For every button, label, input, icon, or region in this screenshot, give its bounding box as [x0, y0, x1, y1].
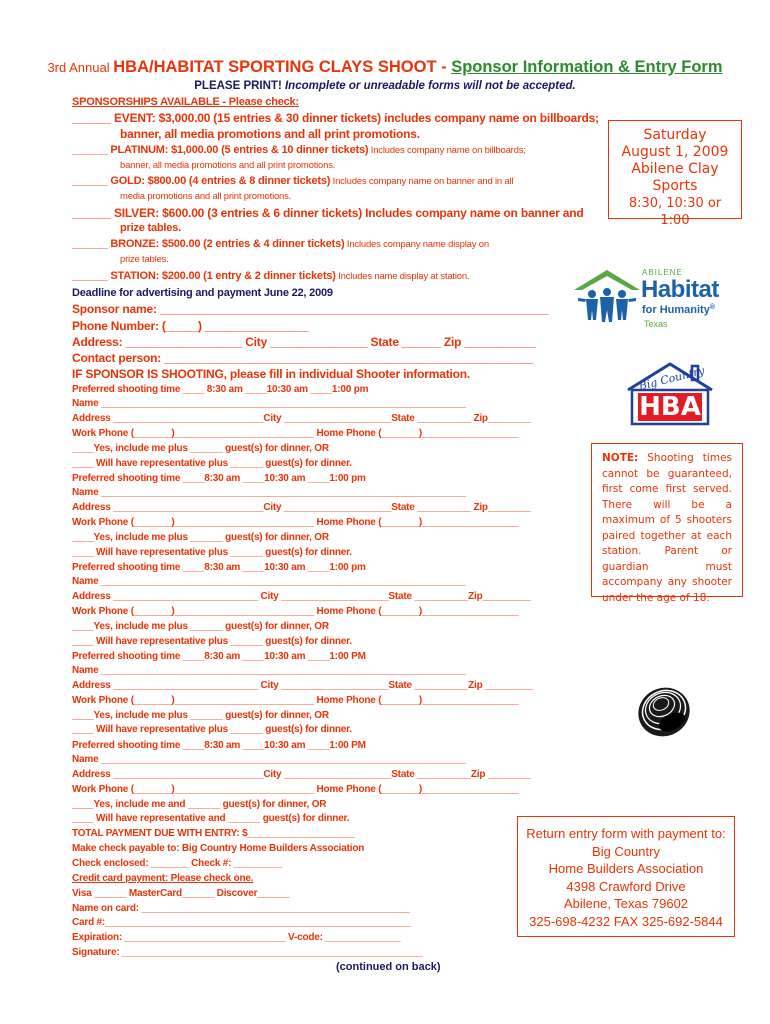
silver-level-line1[interactable]: ______ SILVER: $600.00 (3 entries & 6 dinner tickets) Includes company name on banner and [72, 206, 584, 220]
note-text: Shooting times cannot be guaranteed, first come first served. There will be a maximum of 5 shooters paired together at each station. Parent or guardian must accompany any shooter under the age of 18. [602, 452, 732, 604]
credit-card-heading: Credit card payment: Please check one. [72, 873, 254, 884]
shooter-1-dinner[interactable]: ____Yes, include me plus ______ guest(s) for dinner, OR [72, 443, 329, 454]
platinum-level-extra: Includes company name on billboards; [368, 145, 526, 156]
shooter-3-dinner[interactable]: ____Yes, include me plus ______ guest(s) for dinner, OR [72, 621, 329, 632]
habitat-wordmark: Habitat [641, 276, 719, 303]
shooting-heading: IF SPONSOR IS SHOOTING, please fill in individual Shooter information. [72, 367, 471, 381]
shooter-5-phone[interactable]: Work Phone (_______)__________________________ Home Phone (_______)__________________ [72, 784, 519, 795]
bronze-level-line1[interactable] [72, 238, 489, 250]
sponsor-name-field[interactable]: Sponsor name: ____________________________________________________________ [72, 302, 549, 316]
name-on-card-field[interactable]: Name on card: __________________________________________________ [72, 903, 410, 914]
hba-letters: HBA [639, 392, 701, 422]
shooter-1-time[interactable]: Preferred shooting time ____ 8:30 am ____10:30 am ____1:00 pm [72, 384, 369, 395]
title-prefix: 3rd Annual [47, 60, 114, 75]
shooter-3-address[interactable]: Address ___________________________ City ____________________State __________Zip_________ [72, 591, 531, 602]
total-payment-field[interactable]: TOTAL PAYMENT DUE WITH ENTRY: $____________________ [72, 828, 355, 839]
shooter-4-name[interactable]: Name ____________________________________________________________________ [72, 665, 466, 676]
return-line-2: Big Country [592, 843, 660, 859]
shooter-3-phone[interactable]: Work Phone (_______)__________________________ Home Phone (_______)__________________ [72, 606, 519, 617]
shooter-4-time[interactable]: Preferred shooting time ____8:30 am ____10:30 am ____1:00 PM [72, 651, 366, 662]
clay-pigeon-icon [634, 680, 694, 740]
return-line-6: 325-698-4232 FAX 325-692-5844 [529, 913, 723, 929]
shooter-1-name[interactable]: Name ____________________________________________________________________ [72, 398, 466, 409]
station-level-main: ______ STATION: $200.00 (1 entry & 2 dinner tickets) [72, 270, 336, 282]
gold-level-line2: media promotions and all print promotions. [120, 191, 292, 202]
shooter-4-representative[interactable]: ____ Will have representative plus ______ guest(s) for dinner. [72, 724, 352, 735]
card-type-options[interactable]: Visa ______ MasterCard______ Discover______ [72, 888, 290, 899]
habitat-abilene: ABILENE [642, 268, 683, 277]
hba-logo [624, 360, 716, 426]
print-note: Incomplete or unreadable forms will not be accepted. [281, 80, 576, 92]
event-level-line2: banner, all media promotions and all print promotions. [120, 127, 420, 141]
date-times-2: 1:00 [660, 213, 690, 228]
return-line-5: Abilene, Texas 79602 [563, 896, 689, 911]
platinum-level-main: ______ PLATINUM: $1,000.00 (5 entries & 10 dinner tickets) [72, 144, 369, 156]
silver-level-line2: prize tables. [120, 222, 181, 234]
note-label: NOTE: [602, 452, 639, 464]
date-day: Saturday [643, 127, 707, 143]
deadline-text: Deadline for advertising and payment June 22, 2009 [72, 287, 333, 299]
signature-field[interactable]: Signature: ________________________________________________________ [72, 947, 423, 958]
card-number-field[interactable]: Card #:_________________________________________________________ [72, 917, 411, 928]
print-bold: PLEASE PRINT! [194, 80, 282, 92]
date-venue: Abilene Clay [631, 161, 719, 177]
sponsorships-heading: SPONSORSHIPS AVAILABLE - Please check: [72, 96, 299, 108]
shooter-1-representative[interactable]: ____ Will have representative plus ______ guest(s) for dinner. [72, 458, 352, 469]
return-line-4: 4398 Crawford Drive [566, 878, 686, 894]
habitat-house-icon [572, 268, 642, 330]
station-level-line1[interactable] [72, 270, 469, 282]
return-line-3: Home Builders Association [548, 861, 704, 876]
hba-script: Big Country [637, 364, 706, 393]
bronze-level-line2: prize tables. [120, 254, 169, 265]
note-box [591, 443, 743, 604]
gold-level-line1[interactable] [72, 175, 513, 187]
shooter-4-phone[interactable]: Work Phone (_______)__________________________ Home Phone (_______)__________________ [72, 695, 519, 706]
title-subtitle: Sponsor Information & Entry Form [451, 58, 723, 76]
shooter-2-dinner[interactable]: ____Yes, include me plus ______ guest(s) for dinner, OR [72, 532, 329, 543]
platinum-level-line2: banner, all media promotions and all print promotions. [120, 160, 336, 171]
check-enclosed-field[interactable]: Check enclosed: _______ Check #: _________ [72, 858, 283, 869]
title-main: HBA/HABITAT SPORTING CLAYS SHOOT - [113, 58, 452, 76]
shooter-1-address[interactable]: Address ____________________________City ____________________State __________ Zip________ [72, 413, 531, 424]
shooter-5-time[interactable]: Preferred shooting time ____8:30 am ____10:30 am ____1:00 PM [72, 740, 366, 751]
shooter-3-name[interactable]: Name ____________________________________________________________________ [72, 576, 466, 587]
bronze-level-main: ______ BRONZE: $500.00 (2 entries & 4 dinner tickets) [72, 238, 345, 250]
platinum-level-line1[interactable] [72, 144, 526, 156]
print-instruction [0, 80, 770, 92]
shooter-2-address[interactable]: Address ____________________________City ____________________State __________ Zip________ [72, 502, 531, 513]
return-line-1: Return entry form with payment to: [526, 826, 726, 841]
habitat-for-humanity: for Humanity [642, 304, 710, 316]
shooter-2-time[interactable]: Preferred shooting time ____8:30 am ____10:30 am ____1:00 pm [72, 473, 366, 484]
form-title [0, 58, 770, 77]
shooter-5-representative[interactable]: ____ Will have representative and ______ guest(s) for dinner. [72, 813, 350, 824]
shooter-3-representative[interactable]: ____ Will have representative plus ______ guest(s) for dinner. [72, 636, 352, 647]
date-times: 8:30, 10:30 or [628, 196, 722, 211]
event-level-line1[interactable]: ______ EVENT: $3,000.00 (15 entries & 30 dinner tickets) includes company name on billboards; [72, 111, 599, 125]
shooter-3-time[interactable]: Preferred shooting time ____8:30 am ____10:30 am ____1:00 pm [72, 562, 366, 573]
expiration-field[interactable]: Expiration: ______________________________ V-code: ______________ [72, 932, 401, 943]
shooter-1-phone[interactable]: Work Phone (_______)__________________________ Home Phone (_______)__________________ [72, 428, 519, 439]
shooter-5-address[interactable]: Address ____________________________City ____________________State __________Zip ________ [72, 769, 531, 780]
shooter-5-dinner[interactable]: ____Yes, include me and ______ guest(s) for dinner, OR [72, 799, 327, 810]
shooter-5-name[interactable]: Name ____________________________________________________________________ [72, 754, 466, 765]
payable-text: Make check payable to: Big Country Home Builders Association [72, 843, 365, 854]
habitat-logo [572, 268, 742, 332]
shooter-2-name[interactable]: Name ____________________________________________________________________ [72, 487, 466, 498]
gold-level-extra: Includes company name on banner and in all [330, 176, 514, 187]
date-date: August 1, 2009 [621, 144, 729, 160]
phone-number-field[interactable]: Phone Number: (_____) ________________ [72, 319, 309, 333]
shooter-2-phone[interactable]: Work Phone (_______)__________________________ Home Phone (_______)__________________ [72, 517, 519, 528]
clay-target-image [634, 680, 694, 740]
contact-person-field[interactable]: Contact person: _________________________________________________________ [72, 351, 534, 365]
bronze-level-extra: Includes company name display on [344, 239, 489, 250]
return-address-box [517, 816, 735, 937]
habitat-texas: Texas [644, 319, 668, 329]
station-level-extra: Includes name display at station. [335, 271, 470, 282]
shooter-4-address[interactable]: Address ___________________________ City ____________________State __________Zip _________ [72, 680, 534, 691]
gold-level-main: ______ GOLD: $800.00 (4 entries & 8 dinner tickets) [72, 175, 331, 187]
address-field[interactable]: Address: __________________ City _______________ State ______ Zip ___________ [72, 335, 536, 349]
shooter-2-representative[interactable]: ____ Will have representative plus ______ guest(s) for dinner. [72, 547, 352, 558]
shooter-4-dinner[interactable]: ____Yes, include me plus ______ guest(s) for dinner, OR [72, 710, 329, 721]
event-date-box [608, 120, 742, 228]
date-venue-2: Sports [652, 178, 698, 194]
continued-note: (continued on back) [336, 961, 441, 973]
habitat-registered: ® [709, 304, 716, 311]
